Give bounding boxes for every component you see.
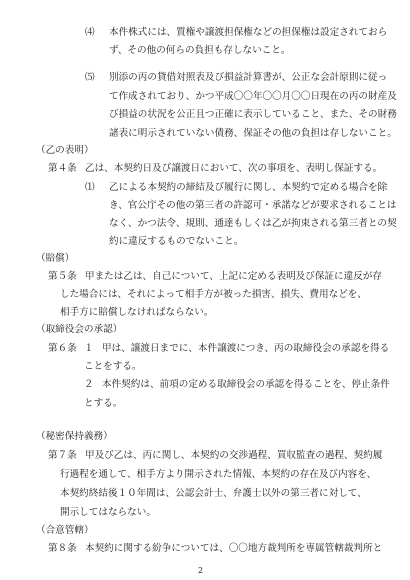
heading-jurisdiction: （合意管轄） [36,525,94,536]
heading-board-approval: （取締役会の承認） [36,324,123,336]
article7-line-2: 行過程を通して、相手方より開示された情報、本契約の存在及び内容を、 [60,469,377,480]
article7-line-4: 開示してはならない。 [60,507,156,518]
article5-label: 第５条 [48,271,77,283]
heading-otsu-representation: （乙の表明） [36,144,94,156]
article5-line-1: 甲または乙は、自己について、上記に定める表明及び保証に違反が存 [85,271,383,283]
item5-line-3: び損益の状況を公正且つ正確に表示していること、また、その財務 [109,109,397,121]
article5-line-3: 相手方に賠償しなければならない。 [60,307,214,319]
article6-para1-number: １ [84,343,94,355]
item4-line-1: 本件株式には、質権や譲渡担保権などの担保権は設定されておら [109,27,388,39]
article7-line-1: 甲及び乙は、丙に関し、本契約の交渉過程、買収監査の過程、契約履 [85,450,383,461]
article4-item1-line-1: 乙による本契約の締結及び履行に関し、本契約で定める場合を除 [109,181,388,193]
item5-label: ⑸ [85,72,95,84]
item5-line-2: て作成されており、かつ平成〇〇年〇〇月〇〇日現在の丙の財産及 [109,91,397,103]
article6-label: 第６条 [48,343,77,355]
item5-line-1: 別添の丙の貸借対照表及び損益計算書が、公正な会計原則に従っ [109,72,388,84]
article4-text: 乙は、本契約日及び譲渡日において、次の事項を、表明し保証する。 [85,162,383,174]
article7-label: 第７条 [48,450,77,461]
heading-confidentiality: （秘密保持義務） [36,431,113,442]
article8-text: 本契約に関する紛争については、〇〇地方裁判所を専属管轄裁判所と [85,543,383,554]
item4-label: ⑷ [85,27,95,39]
article4-item1-label: ⑴ [85,181,95,193]
article7-line-3: 本契約終結後１０年間は、公認会計士、弁護士以外の第三者に対して、 [60,488,367,499]
article6-para1-line-2: ことをする。 [84,361,142,373]
article5-line-2: した場合には、それによって相手方が被った損害、損失、費用などを、 [60,289,367,301]
heading-compensation: （賠償） [36,252,75,264]
article6-para1-line-1: 甲は、譲渡日までに、本件譲渡につき、丙の取締役会の承認を得る [102,343,390,355]
article6-para2-number: ２ [84,378,94,390]
article4-label: 第４条 [48,162,77,174]
article6-para2-line-1: 本件契約は、前項の定める取締役会の承認を得ることを、停止条件 [102,378,390,390]
article6-para2-line-2: とする。 [84,397,123,409]
page-number: 2 [198,566,204,575]
item5-line-4: 諸表に明示されていない債務、保証その他の負担は存しないこと。 [109,127,397,139]
item4-line-2: ず、その他の何らの負担も存しないこと。 [109,45,291,57]
article4-item1-line-4: 約に違反するものでないこと。 [109,236,244,248]
article4-item1-line-2: き、官公庁その他の第三者の許認可・承諾などが要求されることは [109,199,397,211]
article4-item1-line-3: なく、かつ法令、規則、通達もしくは乙が拘束される第三者との契 [109,218,397,230]
article8-label: 第８条 [48,543,77,554]
